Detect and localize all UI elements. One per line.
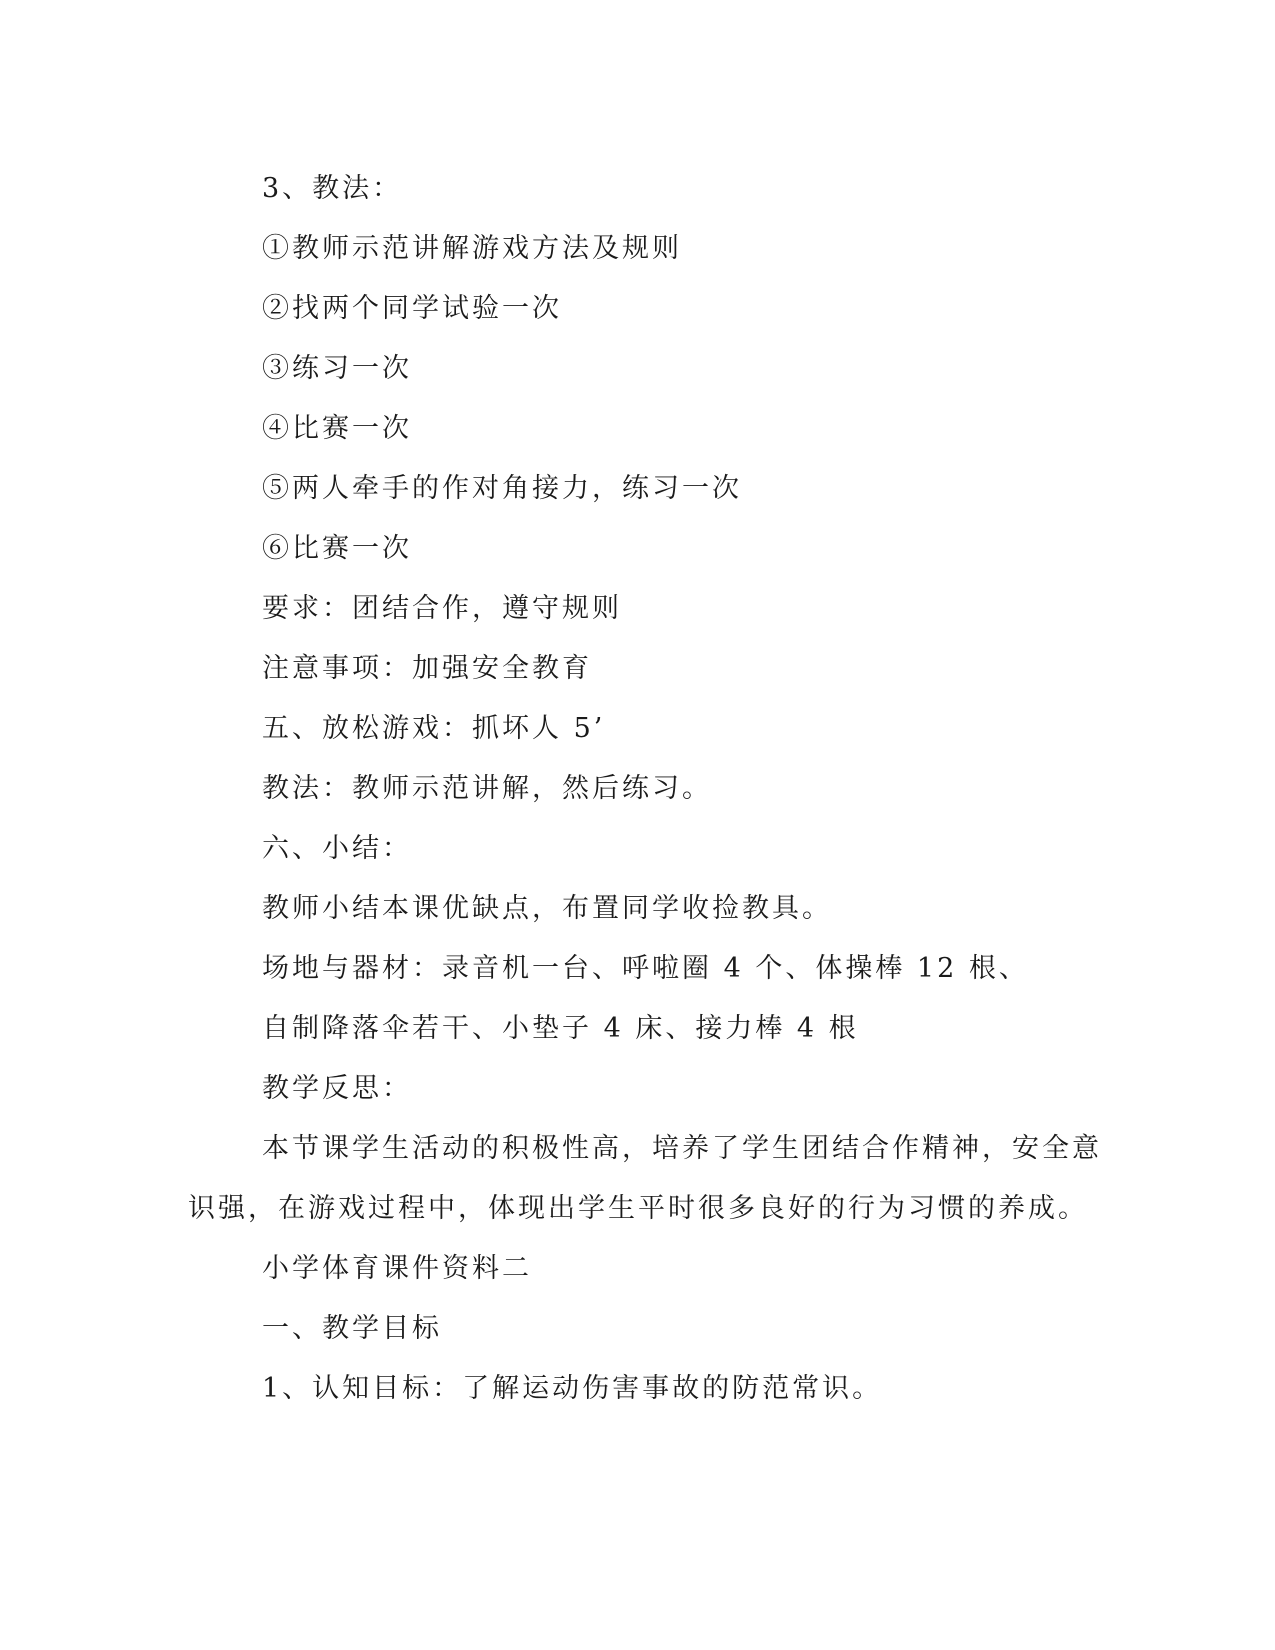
method-step-5: ⑤两人牵手的作对角接力，练习一次 — [262, 473, 742, 504]
requirements-line: 要求：团结合作，遵守规则 — [262, 593, 622, 624]
method-step-1: ①教师示范讲解游戏方法及规则 — [262, 233, 682, 264]
section-five-method: 教法：教师示范讲解，然后练习。 — [262, 773, 712, 804]
precautions-line: 注意事项：加强安全教育 — [262, 653, 592, 684]
method-step-2: ②找两个同学试验一次 — [262, 293, 562, 324]
section-six-heading: 六、小结： — [262, 833, 412, 864]
method-step-6: ⑥比赛一次 — [262, 533, 412, 564]
reflection-paragraph-line-2: 识强，在游戏过程中，体现出学生平时很多良好的行为习惯的养成。 — [188, 1193, 1088, 1224]
method-heading: 3、教法： — [262, 173, 403, 204]
equipment-line-1: 场地与器材：录音机一台、呼啦圈 4 个、体操棒 12 根、 — [262, 953, 1029, 984]
method-step-3: ③练习一次 — [262, 353, 412, 384]
reflection-heading: 教学反思： — [262, 1073, 412, 1104]
section-five-heading: 五、放松游戏：抓坏人 5’ — [262, 713, 606, 744]
method-step-4: ④比赛一次 — [262, 413, 412, 444]
equipment-line-2: 自制降落伞若干、小垫子 4 床、接力棒 4 根 — [262, 1013, 859, 1044]
cognitive-objective: 1、认知目标：了解运动伤害事故的防范常识。 — [262, 1373, 883, 1404]
section-title-two: 小学体育课件资料二 — [262, 1253, 532, 1284]
reflection-paragraph-line-1: 本节课学生活动的积极性高，培养了学生团结合作精神，安全意 — [262, 1133, 1102, 1164]
summary-text: 教师小结本课优缺点，布置同学收捡教具。 — [262, 893, 832, 924]
objectives-heading: 一、教学目标 — [262, 1313, 442, 1344]
